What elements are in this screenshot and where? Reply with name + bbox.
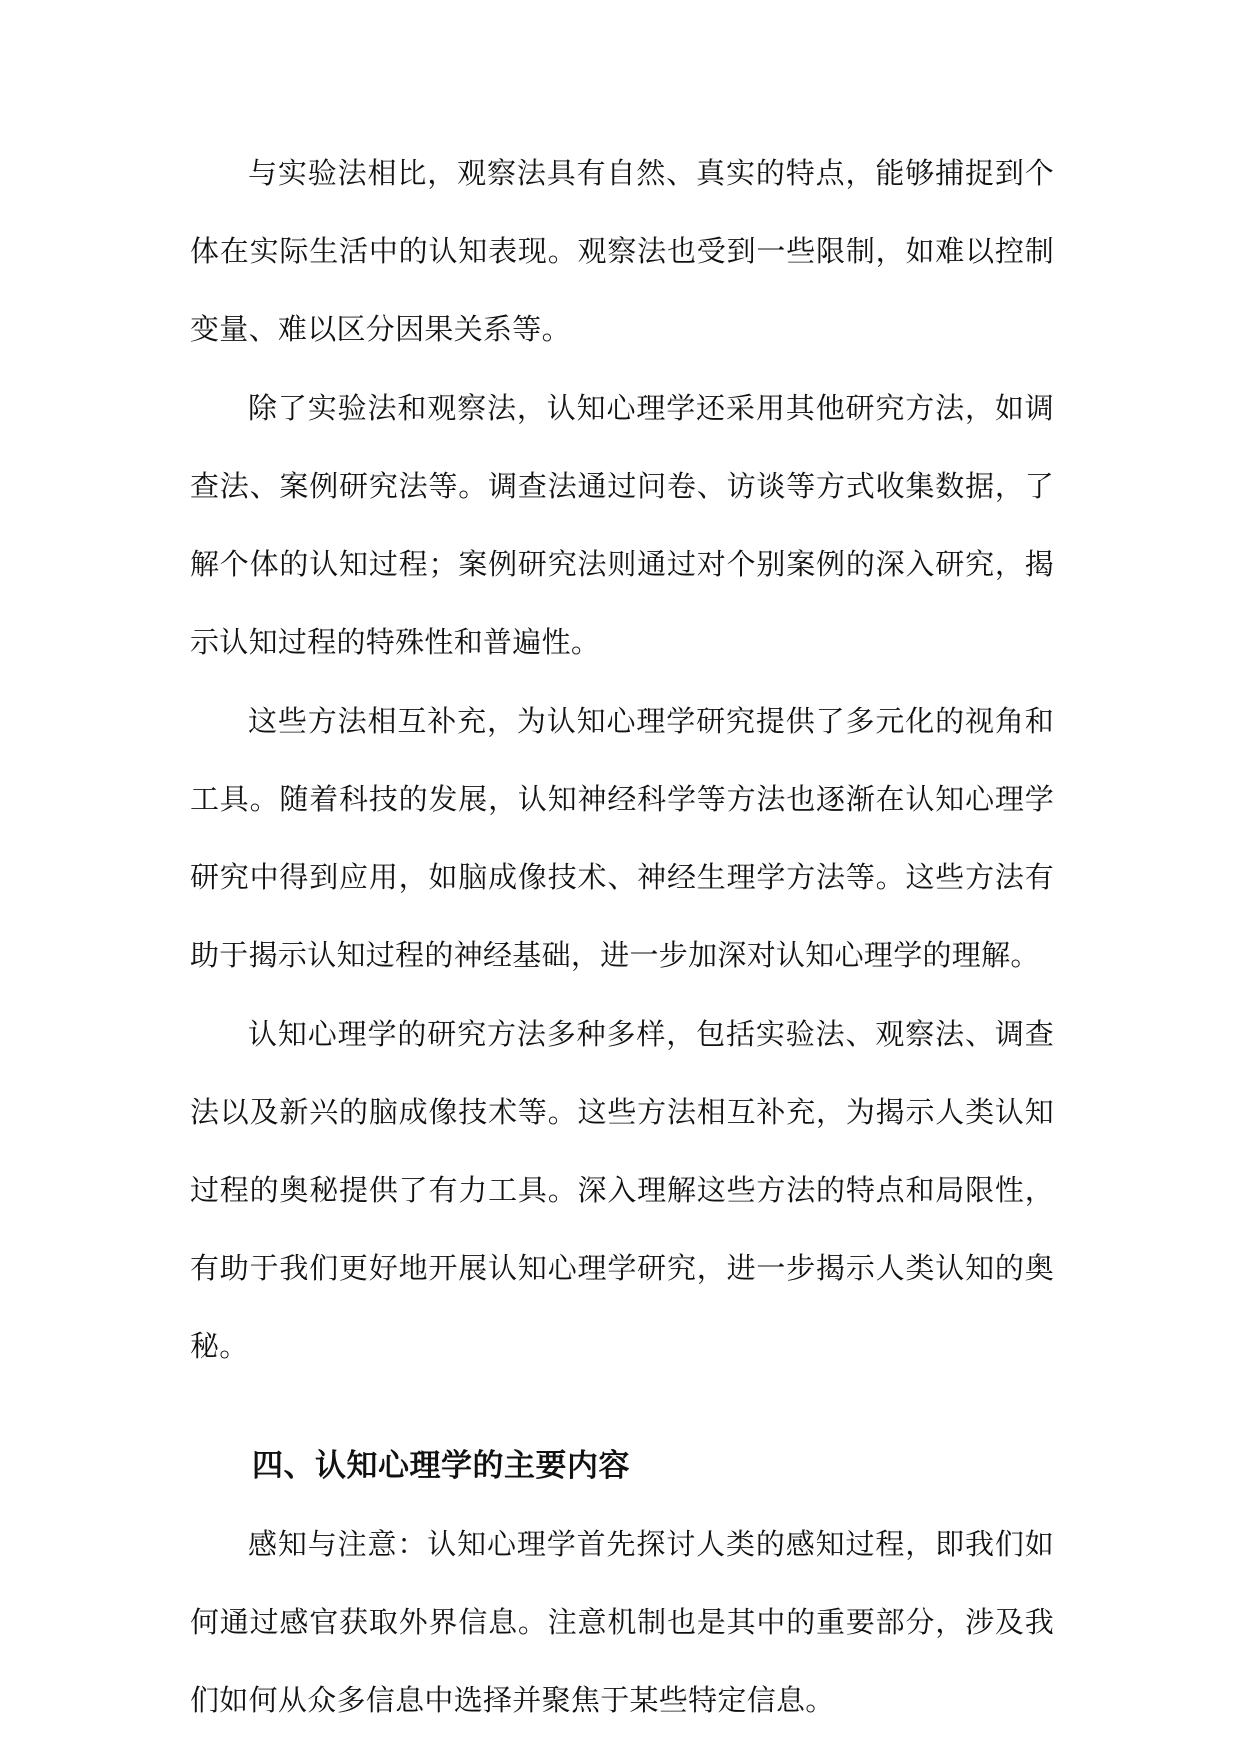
document-body [190, 134, 1054, 1740]
paragraph-observation-method: 与实验法相比，观察法具有自然、真实的特点，能够捕捉到个体在实际生活中的认知表现。观察法也受到一些限制，如难以控制变量、难以区分因果关系等。 [190, 156, 1054, 346]
section-heading: 四、认知心理学的主要内容 [252, 1448, 630, 1484]
paragraph-complementary-methods: 这些方法相互补充，为认知心理学研究提供了多元化的视角和工具。随着科技的发展，认知神经科学等方法也逐渐在认知心理学研究中得到应用，如脑成像技术、神经生理学方法等。这些方法有助于揭示认知过程的神经基础，进一步加深对认知心理学的理解。 [190, 704, 1054, 972]
paragraph-other-methods: 除了实验法和观察法，认知心理学还采用其他研究方法，如调查法、案例研究法等。调查法通过问卷、访谈等方式收集数据，了解个体的认知过程；案例研究法则通过对个别案例的深入研究，揭示认知过程的特殊性和普遍性。 [190, 391, 1054, 659]
paragraph-perception-attention: 感知与注意：认知心理学首先探讨人类的感知过程，即我们如何通过感官获取外界信息。注意机制也是其中的重要部分，涉及我们如何从众多信息中选择并聚焦于某些特定信息。 [190, 1527, 1054, 1717]
paragraph-methods-summary: 认知心理学的研究方法多种多样，包括实验法、观察法、调查法以及新兴的脑成像技术等。这些方法相互补充，为揭示人类认知过程的奥秘提供了有力工具。深入理解这些方法的特点和局限性，有助于我们更好地开展认知心理学研究，进一步揭示人类认知的奥秘。 [190, 1017, 1054, 1363]
